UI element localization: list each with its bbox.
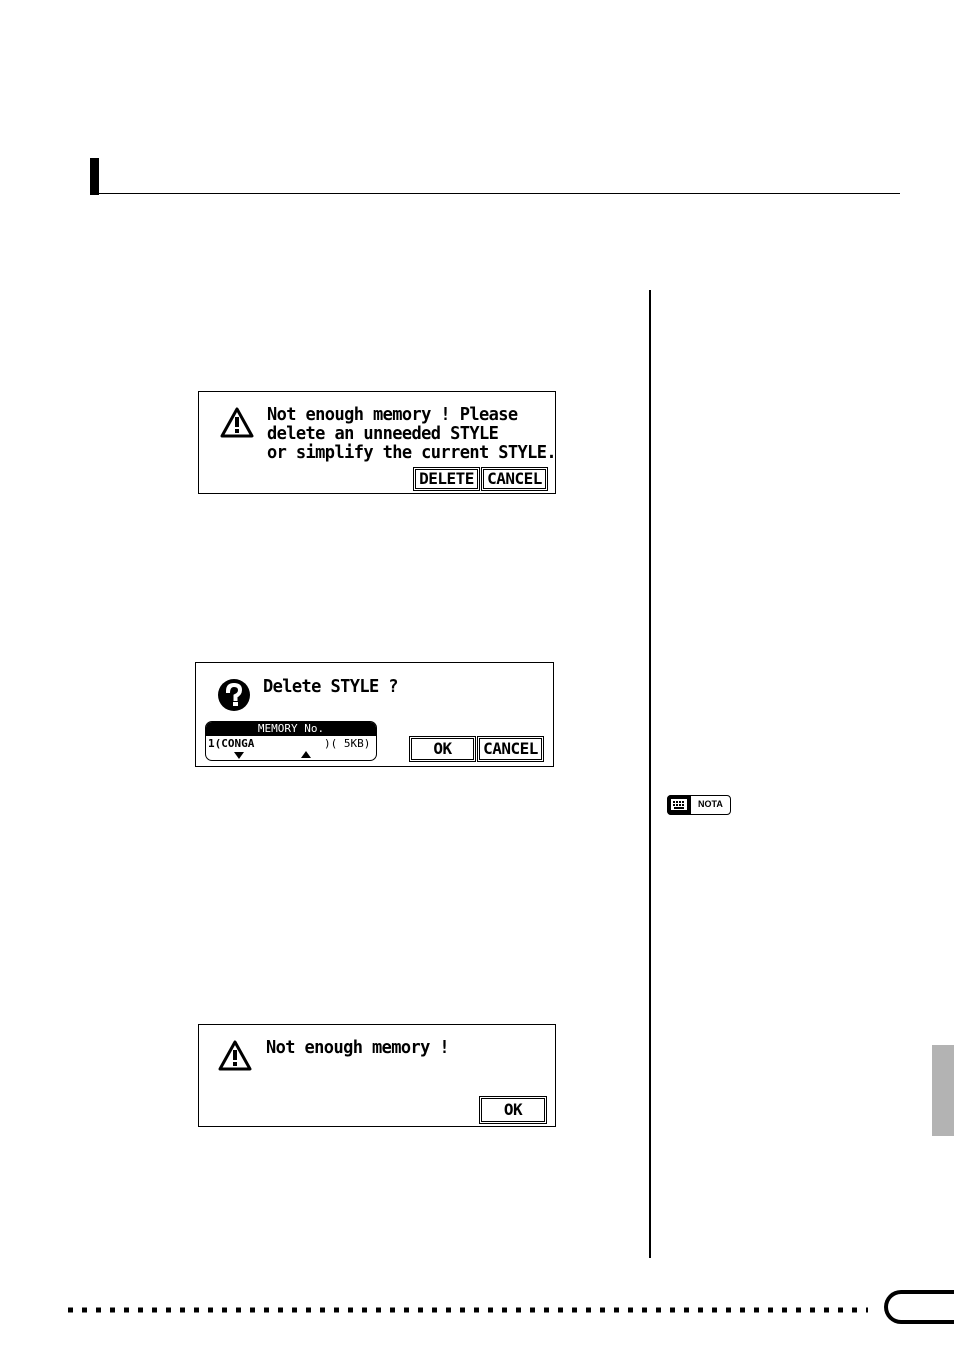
memory-item: 1(CONGA [208, 737, 255, 750]
warning-icon [217, 1039, 253, 1073]
warning-icon [219, 406, 255, 440]
page-number-tab [884, 1290, 954, 1324]
section-rule [90, 193, 900, 194]
memory-size: )( 5KB) [324, 737, 371, 750]
memory-header: MEMORY No. [206, 722, 376, 736]
keyboard-icon [667, 795, 691, 815]
cancel-button[interactable]: CANCEL [479, 738, 542, 760]
ok-button[interactable]: OK [411, 738, 474, 760]
dialog-line-1: Not enough memory ! Please [267, 404, 518, 426]
dialog-title: Delete STYLE ? [263, 676, 398, 698]
nota-tag [667, 795, 731, 815]
delete-button[interactable]: DELETE [415, 469, 478, 489]
cancel-button[interactable]: CANCEL [483, 469, 546, 489]
memory-full-dialog [198, 1024, 556, 1127]
scroll-up-icon[interactable] [301, 751, 311, 758]
section-marker [90, 158, 99, 195]
dialog-line-2: delete an unneeded STYLE [267, 423, 499, 445]
question-icon [216, 677, 252, 713]
dialog-line-3: or simplify the current STYLE. [267, 442, 557, 464]
dialog-message: Not enough memory ! [266, 1037, 450, 1059]
memory-selector[interactable] [205, 721, 377, 761]
chapter-tab [932, 1045, 954, 1136]
memory-warning-dialog [198, 391, 556, 494]
column-divider [649, 290, 651, 1258]
ok-button[interactable]: OK [481, 1098, 545, 1122]
nota-label: NOTA [698, 799, 723, 809]
footer-dotted-rule [68, 1307, 868, 1313]
scroll-down-icon[interactable] [234, 752, 244, 759]
